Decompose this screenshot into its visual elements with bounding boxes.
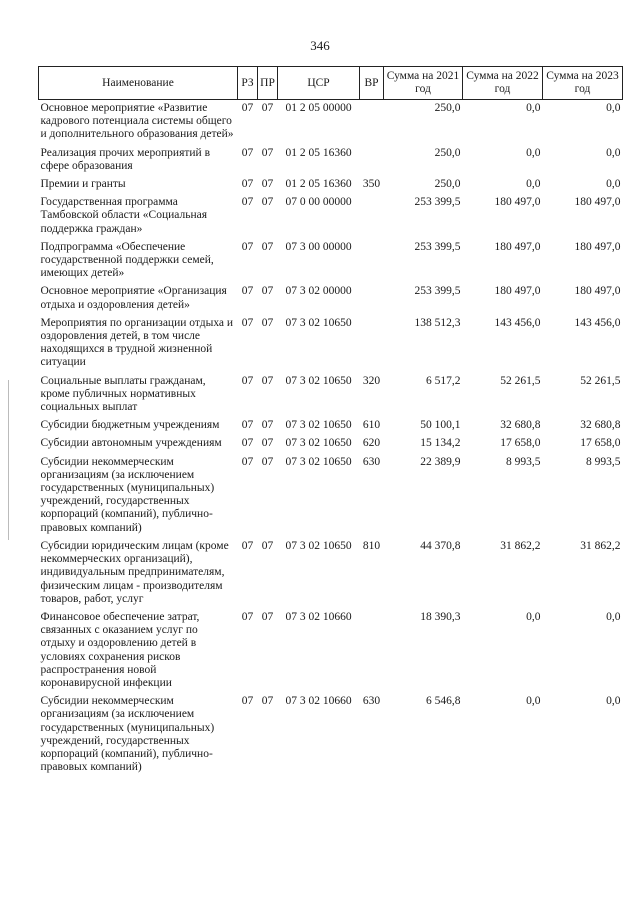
cell-rz: 07 (241, 285, 254, 298)
cell-2022: 0,0 (526, 102, 541, 114)
cell-2021: 138 512,3 (414, 316, 461, 329)
cell-2023: 180 497,0 (574, 196, 621, 209)
table-row (39, 145, 623, 176)
cell-rz: 07 (241, 539, 254, 552)
cell-name: Субсидии автономным учреждениям (40, 437, 222, 450)
cell-2022: 0,0 (526, 695, 541, 708)
cell-csr: 07 0 00 00000 (285, 196, 352, 209)
header-vr: ВР (360, 67, 384, 100)
cell-2023: 143 456,0 (574, 316, 621, 329)
cell-vr: 620 (362, 437, 381, 450)
budget-table (38, 66, 623, 777)
table-row (39, 239, 623, 284)
cell-vr: 610 (362, 419, 381, 432)
cell-pr: 07 (261, 146, 274, 159)
cell-name: Субсидии бюджетным учреждениям (40, 419, 220, 432)
cell-name: Основное мероприятие «Организация отдыха и оздоровления детей» (40, 285, 227, 311)
cell-csr: 07 3 02 10650 (285, 316, 352, 329)
cell-pr: 07 (261, 455, 274, 468)
cell-2022: 180 497,0 (494, 196, 541, 209)
table-body (39, 100, 623, 778)
cell-2021: 253 399,5 (414, 196, 461, 209)
cell-name: Мероприятия по организации отдыха и оздоровления детей, в том числе находящихся в трудной жизненной ситуации (40, 316, 234, 369)
table-row (39, 435, 623, 453)
table-row (39, 609, 623, 693)
cell-2021: 250,0 (434, 102, 461, 114)
cell-2023: 52 261,5 (580, 374, 621, 387)
cell-vr (360, 100, 384, 145)
cell-2022: 143 456,0 (494, 316, 541, 329)
cell-2021: 18 390,3 (420, 610, 461, 623)
cell-2021: 50 100,1 (420, 419, 461, 432)
cell-name: Государственная программа Тамбовской области «Социальная поддержка граждан» (40, 196, 208, 235)
cell-name: Подпрограмма «Обеспечение государственной поддержки семей, имеющих детей» (40, 240, 214, 280)
cell-rz: 07 (241, 695, 254, 708)
cell-vr: 320 (362, 374, 381, 387)
cell-name: Субсидии юридическим лицам (кроме некоммерческих организаций), индивидуальным предпринимателям, физическим лицам - производителям товаров, работ, услуг (40, 539, 229, 605)
cell-2021: 15 134,2 (420, 437, 461, 450)
table-row (39, 283, 623, 314)
cell-2022: 17 658,0 (500, 437, 541, 450)
cell-2022: 0,0 (526, 146, 541, 159)
table-row (39, 194, 623, 239)
cell-2023: 0,0 (606, 146, 621, 159)
cell-csr: 07 3 02 10650 (285, 455, 352, 468)
cell-2021: 44 370,8 (420, 539, 461, 552)
table-row (39, 176, 623, 194)
cell-pr: 07 (261, 539, 274, 552)
cell-pr: 07 (261, 437, 274, 450)
cell-csr: 01 2 05 16360 (285, 146, 352, 159)
cell-vr (360, 239, 384, 284)
cell-name: Социальные выплаты гражданам, кроме публичных нормативных социальных выплат (40, 374, 206, 414)
cell-vr (360, 194, 384, 239)
cell-csr: 07 3 02 10650 (285, 539, 352, 552)
cell-pr: 07 (261, 196, 274, 209)
scan-margin-line (8, 380, 9, 540)
cell-csr: 07 3 02 10650 (285, 419, 352, 432)
cell-2022: 32 680,8 (500, 419, 541, 432)
cell-2023: 0,0 (606, 178, 621, 191)
cell-2021: 250,0 (434, 178, 461, 191)
cell-2021: 253 399,5 (414, 285, 461, 298)
cell-2021: 250,0 (434, 146, 461, 159)
header-csr: ЦСР (278, 67, 360, 100)
header-rz: РЗ (238, 67, 258, 100)
cell-pr: 07 (261, 610, 274, 623)
cell-rz: 07 (241, 455, 254, 468)
header-2021: Сумма на 2021 год (384, 67, 463, 100)
cell-rz: 07 (241, 437, 254, 450)
cell-rz: 07 (241, 178, 254, 191)
cell-vr (360, 283, 384, 314)
cell-vr (360, 609, 384, 693)
cell-name: Субсидии некоммерческим организациям (за исключением государственных (муниципальных) учреждений, государственных корпораций (компаний), публично-правовых компаний) (40, 695, 215, 774)
cell-2023: 180 497,0 (574, 240, 621, 253)
cell-csr: 07 3 02 10650 (285, 374, 352, 387)
cell-rz: 07 (241, 610, 254, 623)
cell-2022: 180 497,0 (494, 240, 541, 253)
cell-2023: 17 658,0 (580, 437, 621, 450)
cell-pr: 07 (261, 285, 274, 298)
cell-pr: 07 (261, 695, 274, 708)
cell-csr: 07 3 02 10650 (285, 437, 352, 450)
table-row (39, 315, 623, 373)
cell-name: Финансовое обеспечение затрат, связанных с оказанием услуг по отдыху и оздоровлению детей в условиях сохранения рисков распространения новой коронавирусной инфекции (40, 610, 200, 689)
cell-name: Основное мероприятие «Развитие кадрового потенциала системы общего и дополнительного образования детей» (40, 102, 234, 141)
cell-rz: 07 (241, 102, 254, 114)
cell-name: Премии и гранты (40, 178, 126, 191)
cell-2022: 180 497,0 (494, 285, 541, 298)
cell-rz: 07 (241, 374, 254, 387)
cell-name: Реализация прочих мероприятий в сфере образования (40, 146, 210, 172)
table-row (39, 454, 623, 538)
cell-vr: 810 (362, 539, 381, 552)
cell-rz: 07 (241, 196, 254, 209)
cell-2022: 52 261,5 (500, 374, 541, 387)
cell-rz: 07 (241, 419, 254, 432)
cell-2021: 6 517,2 (426, 374, 461, 387)
header-2023: Сумма на 2023 год (543, 67, 623, 100)
cell-pr: 07 (261, 102, 274, 114)
table-row (39, 693, 623, 777)
table-row (39, 417, 623, 435)
cell-csr: 07 3 02 10660 (285, 610, 352, 623)
cell-name: Субсидии некоммерческим организациям (за исключением государственных (муниципальных) учреждений, государственных корпораций (компаний), публично-правовых компаний) (40, 455, 215, 534)
cell-vr: 630 (362, 695, 381, 708)
cell-2022: 31 862,2 (500, 539, 541, 552)
cell-pr: 07 (261, 178, 274, 191)
cell-2023: 0,0 (606, 695, 621, 708)
cell-csr: 07 3 02 10660 (285, 695, 352, 708)
cell-pr: 07 (261, 419, 274, 432)
cell-csr: 01 2 05 00000 (285, 102, 352, 114)
cell-vr: 350 (362, 178, 381, 191)
cell-2022: 0,0 (526, 610, 541, 623)
table-row (39, 538, 623, 609)
table-row (39, 100, 623, 145)
header-name: Наименование (39, 67, 238, 100)
header-pr: ПР (258, 67, 278, 100)
cell-rz: 07 (241, 316, 254, 329)
cell-pr: 07 (261, 316, 274, 329)
cell-rz: 07 (241, 240, 254, 253)
cell-vr: 630 (362, 455, 381, 468)
cell-pr: 07 (261, 374, 274, 387)
table-row (39, 373, 623, 418)
cell-2021: 22 389,9 (420, 455, 461, 468)
cell-vr (360, 315, 384, 373)
cell-rz: 07 (241, 146, 254, 159)
cell-csr: 07 3 00 00000 (285, 240, 352, 253)
cell-2023: 32 680,8 (580, 419, 621, 432)
cell-2021: 253 399,5 (414, 240, 461, 253)
page-number: 346 (310, 38, 330, 53)
cell-2023: 31 862,2 (580, 539, 621, 552)
cell-2023: 0,0 (606, 610, 621, 623)
header-2022: Сумма на 2022 год (463, 67, 543, 100)
cell-2023: 180 497,0 (574, 285, 621, 298)
cell-2022: 0,0 (526, 178, 541, 191)
cell-2023: 0,0 (606, 102, 621, 114)
cell-pr: 07 (261, 240, 274, 253)
cell-2023: 8 993,5 (586, 455, 621, 468)
cell-2022: 8 993,5 (506, 455, 541, 468)
table-header (39, 67, 623, 100)
cell-csr: 07 3 02 00000 (285, 285, 352, 298)
cell-2021: 6 546,8 (426, 695, 461, 708)
cell-csr: 01 2 05 16360 (285, 178, 352, 191)
cell-vr (360, 145, 384, 176)
